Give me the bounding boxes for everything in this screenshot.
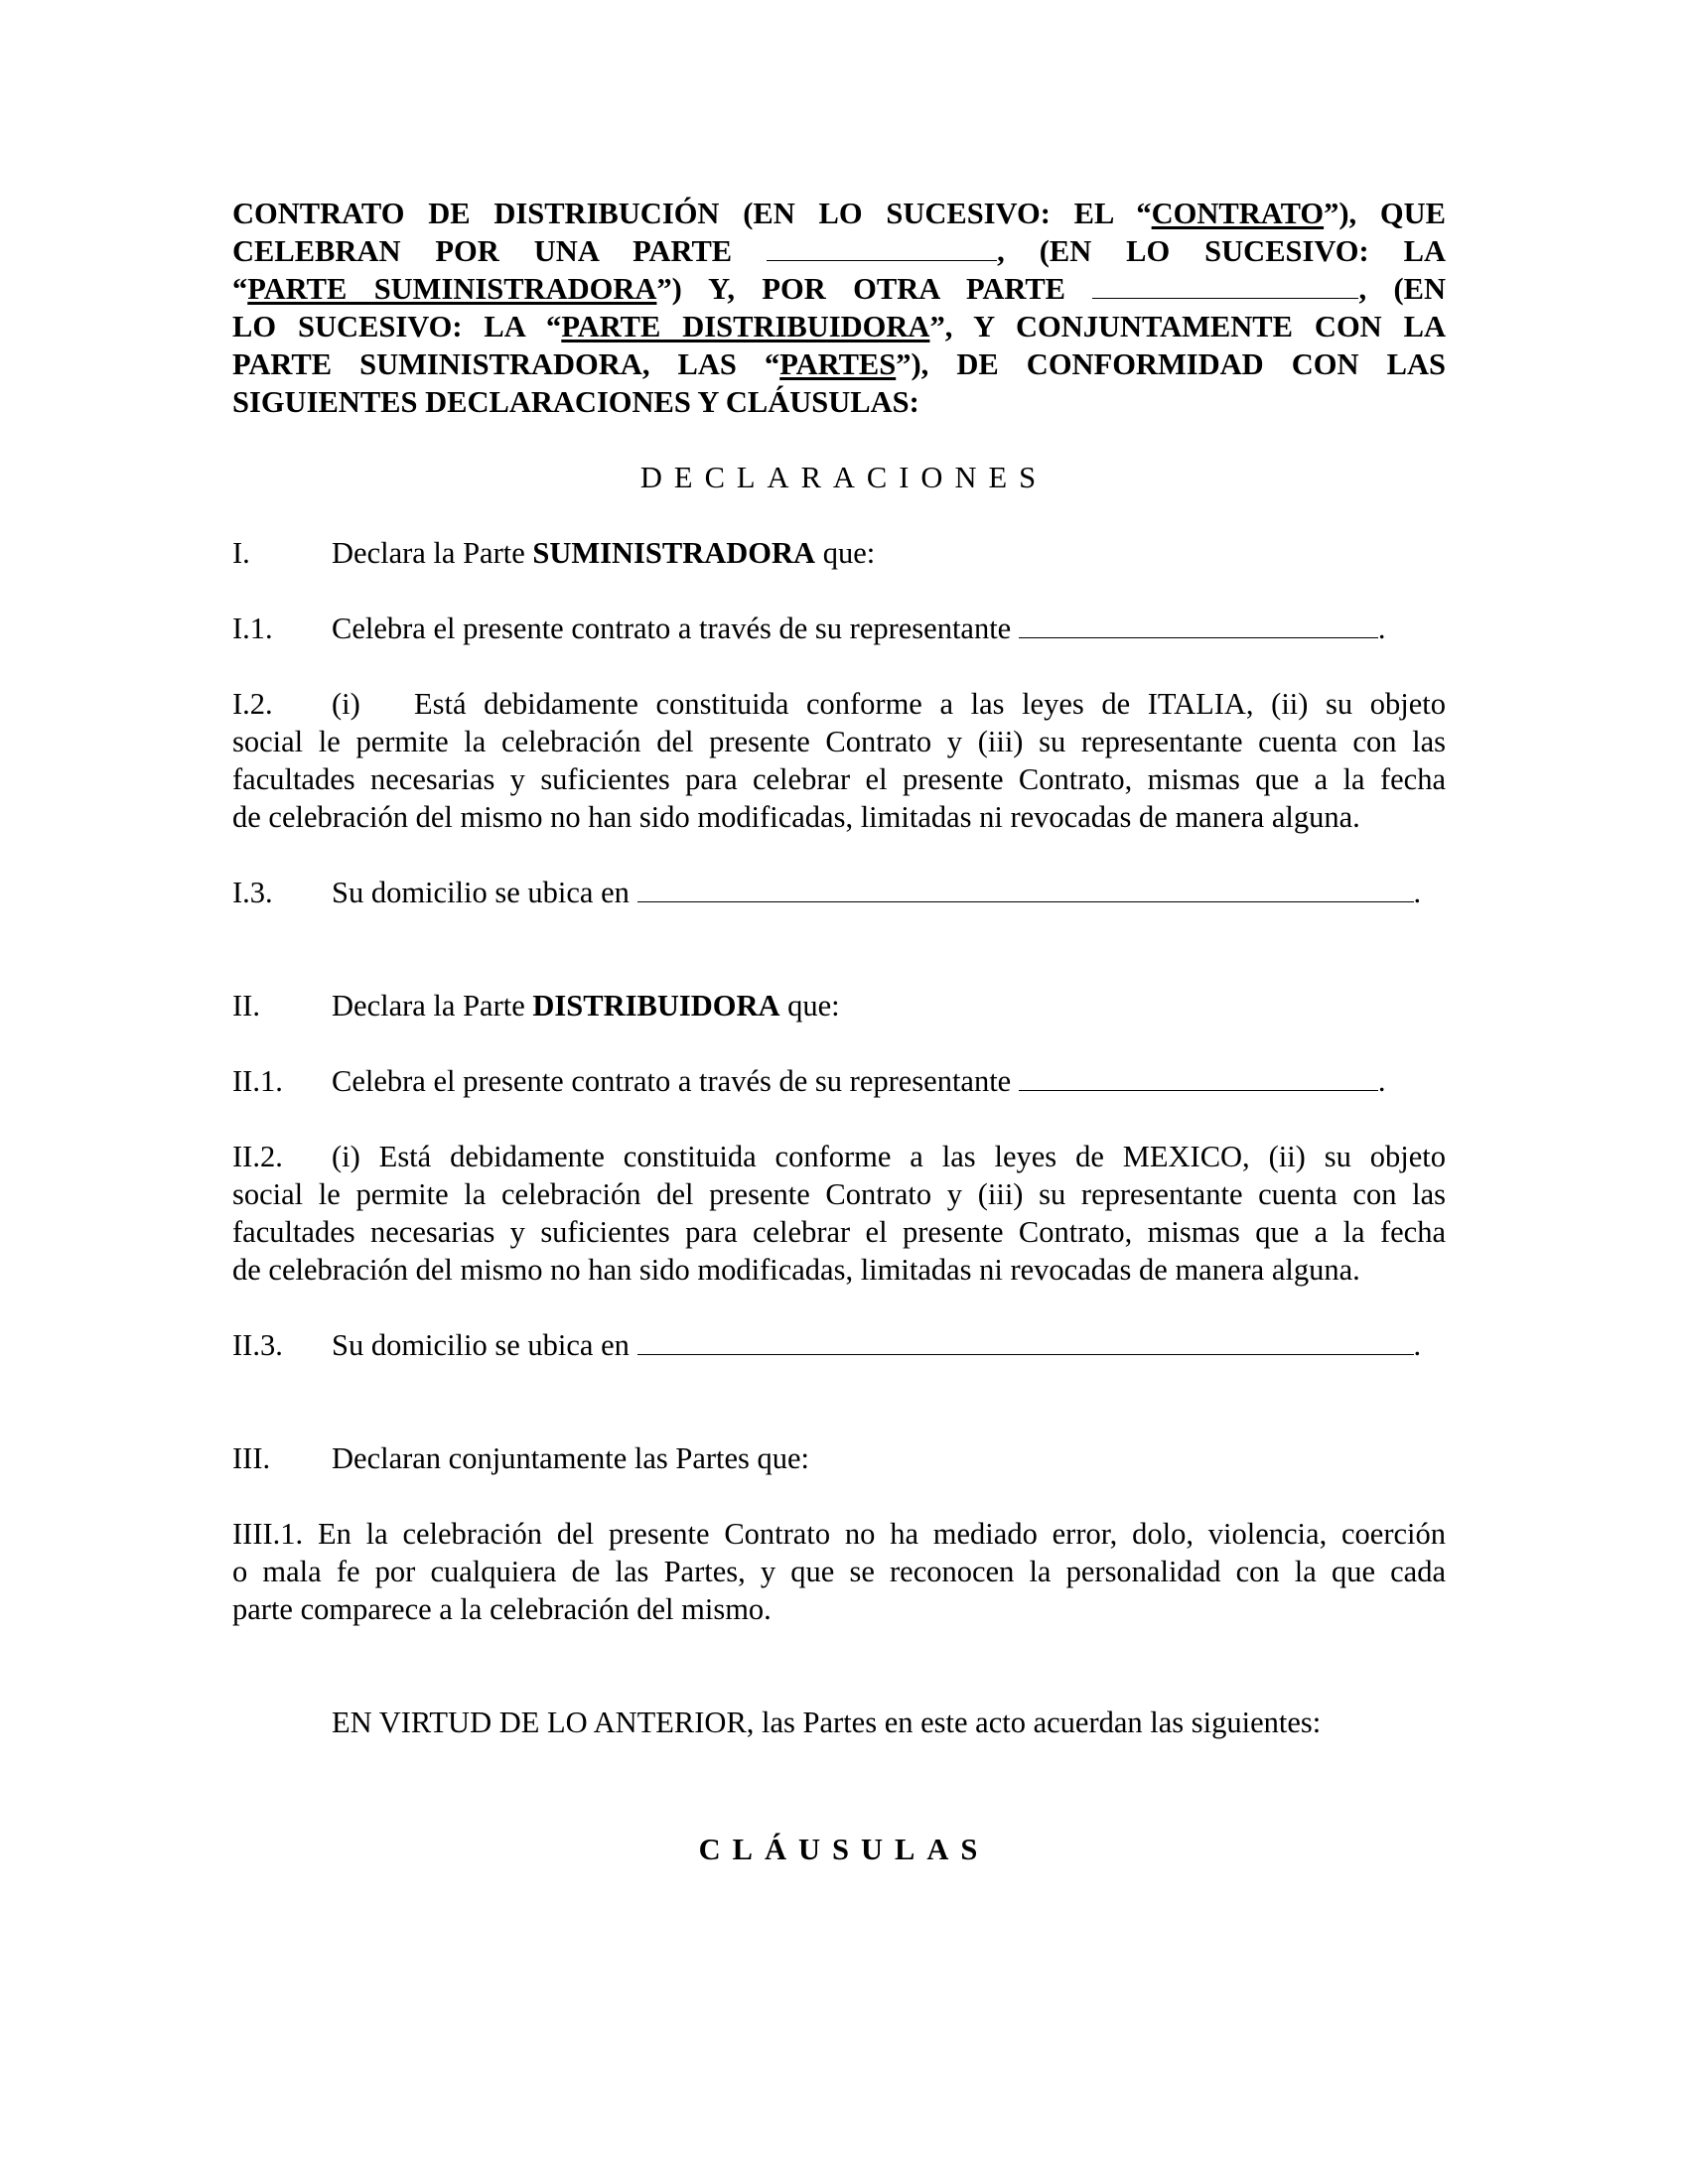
clause-I-3: I.3. Su domicilio se ubica en . [232, 876, 1422, 909]
blank-supplier-address[interactable] [637, 878, 1414, 902]
title-line-5: PARTE SUMINISTRADORA, LAS “PARTES”), DE CONFORMIDAD CON LAS [232, 347, 1446, 381]
clause-II-2: II.2. (i) Está debidamente constituida conforme a las leyes de MEXICO, (ii) su objeto social le permite la celebración del presente Contrato y (iii) su representante cuenta con las facultades necesarias y suficientes para celebrar el presente Contrato, mismas que a la fecha de celebración del mismo no han sido modificadas, limitadas ni revocadas de manera alguna. [232, 1140, 1446, 1287]
section-III: III. Declaran conjuntamente las Partes que: [232, 1441, 810, 1475]
clause-number: I.3. [232, 876, 273, 909]
contract-title [232, 195, 1446, 421]
clause-II-3: II.3. Su domicilio se ubica en . [232, 1328, 1422, 1362]
title-line-1: CONTRATO DE DISTRIBUCIÓN (EN LO SUCESIVO: EL “CONTRATO”), QUE [232, 197, 1446, 230]
blank-supplier-name[interactable] [767, 236, 997, 261]
clause-number: II.2. [232, 1140, 283, 1173]
en-virtud-paragraph: EN VIRTUD DE LO ANTERIOR, las Partes en este acto acuerdan las siguientes: [332, 1706, 1322, 1739]
blank-supplier-representative[interactable] [1019, 614, 1378, 638]
clause-III-1: IIII.1. En la celebración del presente Contrato no ha mediado error, dolo, violencia, coerción o mala fe por cualquiera de las Partes, y que se reconocen la personalidad con la que cada parte comparece a la celebración del mismo. [232, 1517, 1446, 1626]
section-number: I. [232, 536, 250, 570]
clause-number: II.3. [232, 1328, 283, 1362]
declaraciones-heading: DECLARACIONES [639, 461, 1049, 494]
title-line-6: SIGUIENTES DECLARACIONES Y CLÁUSULAS: [232, 385, 919, 419]
defined-term-parte-suministradora: PARTE SUMINISTRADORA [247, 272, 657, 306]
section-II: II. Declara la Parte DISTRIBUIDORA que: [232, 989, 840, 1023]
blank-distributor-name[interactable] [1092, 274, 1358, 299]
defined-term-parte-distribuidora: PARTE DISTRIBUIDORA [561, 310, 930, 343]
clause-number: II.1. [232, 1064, 283, 1098]
clausulas-heading: CLÁUSULAS [698, 1833, 990, 1866]
defined-term-partes: PARTES [779, 347, 897, 381]
section-I: I. Declara la Parte SUMINISTRADORA que: [232, 536, 876, 570]
section-number: II. [232, 989, 260, 1023]
blank-distributor-address[interactable] [637, 1330, 1414, 1355]
clause-I-1: I.1. Celebra el presente contrato a través de su representante . [232, 612, 1386, 645]
clause-I-2: I.2. (i) Está debidamente constituida conforme a las leyes de ITALIA, (ii) su objeto social le permite la celebración del presente Contrato y (iii) su representante cuenta con las facultades necesarias y suficientes para celebrar el presente Contrato, mismas que a la fecha de celebración del mismo no han sido modificadas, limitadas ni revocadas de manera alguna. [232, 687, 1446, 834]
clause-number: I.1. [232, 612, 273, 645]
title-line-3: “PARTE SUMINISTRADORA”) Y, POR OTRA PARTE , (EN [232, 272, 1447, 306]
title-line-4: LO SUCESIVO: LA “PARTE DISTRIBUIDORA”, Y CONJUNTAMENTE CON LA [232, 310, 1447, 343]
clause-number: I.2. [232, 687, 273, 721]
blank-distributor-representative[interactable] [1019, 1066, 1378, 1091]
section-number: III. [232, 1441, 271, 1475]
clause-II-1: II.1. Celebra el presente contrato a través de su representante . [232, 1064, 1386, 1098]
title-line-2: CELEBRAN POR UNA PARTE , (EN LO SUCESIVO: LA [232, 234, 1446, 268]
defined-term-contrato: CONTRATO [1151, 197, 1325, 230]
